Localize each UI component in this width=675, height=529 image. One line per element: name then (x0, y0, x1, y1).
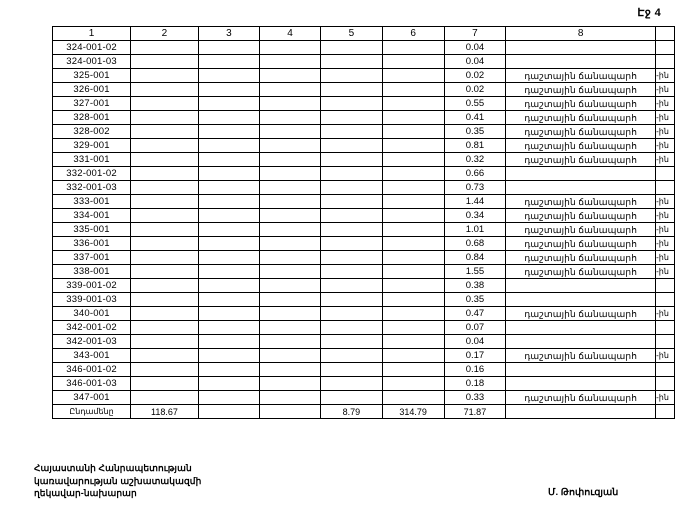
cell-col4 (259, 181, 320, 195)
cell-col2 (131, 265, 199, 279)
cell-col3 (198, 251, 259, 265)
cell-col6 (382, 55, 444, 69)
cell-code: 334-001 (53, 209, 131, 223)
cell-col5 (321, 223, 383, 237)
cell-col7: 1.01 (444, 223, 506, 237)
column-header-3: 3 (198, 27, 259, 41)
cell-suffix: -ին (656, 125, 675, 139)
cell-col2 (131, 209, 199, 223)
cell-col5 (321, 237, 383, 251)
cell-col3 (198, 125, 259, 139)
table-row (53, 55, 675, 69)
column-header-1: 1 (53, 27, 131, 41)
cell-col5 (321, 139, 383, 153)
cell-col5 (321, 279, 383, 293)
cell-suffix: -ին (656, 223, 675, 237)
cell-col4 (259, 265, 320, 279)
cell-col7: 0.07 (444, 321, 506, 335)
cell-col6 (382, 69, 444, 83)
cell-col7: 0.81 (444, 139, 506, 153)
cell-col2 (131, 321, 199, 335)
cell-description (506, 167, 656, 181)
cell-col7: 0.66 (444, 167, 506, 181)
cell-col3 (198, 41, 259, 55)
cell-col5 (321, 69, 383, 83)
cell-description (506, 55, 656, 69)
cell-col6 (382, 321, 444, 335)
cell-col3 (198, 153, 259, 167)
cell-suffix: -ին (656, 69, 675, 83)
cell-col6 (382, 111, 444, 125)
cell-col4 (259, 307, 320, 321)
table-row (53, 237, 675, 251)
cell-col4 (259, 335, 320, 349)
cell-col6 (382, 167, 444, 181)
cell-col7: 0.84 (444, 251, 506, 265)
cell-col4 (259, 167, 320, 181)
total-col5: 8.79 (321, 405, 383, 419)
cell-code: 326-001 (53, 83, 131, 97)
total-col2: 118.67 (131, 405, 199, 419)
cell-description: դաշտային ճանապարհ (506, 391, 656, 405)
cell-description: դաշտային ճանապարհ (506, 209, 656, 223)
cell-suffix (656, 321, 675, 335)
cell-description (506, 363, 656, 377)
cell-col7: 0.68 (444, 237, 506, 251)
column-header-8: 8 (506, 27, 656, 41)
cell-description (506, 181, 656, 195)
cell-description: դաշտային ճանապարհ (506, 83, 656, 97)
cell-col2 (131, 125, 199, 139)
table-row (53, 139, 675, 153)
cell-col2 (131, 139, 199, 153)
cell-col3 (198, 139, 259, 153)
cell-col2 (131, 83, 199, 97)
cell-col5 (321, 209, 383, 223)
cell-col6 (382, 125, 444, 139)
cell-col3 (198, 279, 259, 293)
cell-suffix: -ին (656, 209, 675, 223)
cell-col7: 1.44 (444, 195, 506, 209)
cell-code: 339-001-03 (53, 293, 131, 307)
cell-suffix: -ին (656, 153, 675, 167)
column-header-7: 7 (444, 27, 506, 41)
total-col3 (198, 405, 259, 419)
cell-col6 (382, 83, 444, 97)
cell-col4 (259, 223, 320, 237)
cell-col3 (198, 349, 259, 363)
cell-suffix (656, 377, 675, 391)
cell-col5 (321, 41, 383, 55)
cell-description (506, 335, 656, 349)
cell-code: 335-001 (53, 223, 131, 237)
cell-col5 (321, 363, 383, 377)
cell-col3 (198, 293, 259, 307)
cell-col3 (198, 363, 259, 377)
cell-suffix (656, 55, 675, 69)
cell-col2 (131, 335, 199, 349)
cell-suffix: -ին (656, 97, 675, 111)
cell-col3 (198, 97, 259, 111)
cell-col2 (131, 41, 199, 55)
cell-col5 (321, 349, 383, 363)
cell-code: 346-001-03 (53, 377, 131, 391)
cell-col6 (382, 391, 444, 405)
table-row (53, 335, 675, 349)
cell-suffix: -ին (656, 307, 675, 321)
cell-col6 (382, 237, 444, 251)
cell-col2 (131, 97, 199, 111)
column-header-suffix (656, 27, 675, 41)
cell-col4 (259, 111, 320, 125)
cell-col7: 0.34 (444, 209, 506, 223)
cell-col3 (198, 83, 259, 97)
cell-col7: 0.02 (444, 69, 506, 83)
table-row (53, 111, 675, 125)
signature-line-3: ղեկավար-նախարար (34, 488, 137, 498)
cell-col3 (198, 223, 259, 237)
signature-line-1: Հայաստանի Հանրապետության (34, 463, 192, 473)
cell-suffix: -ին (656, 195, 675, 209)
cell-col4 (259, 97, 320, 111)
table-row (53, 349, 675, 363)
cell-description: դաշտային ճանապարհ (506, 237, 656, 251)
cell-col2 (131, 251, 199, 265)
total-col8 (506, 405, 656, 419)
cell-col3 (198, 209, 259, 223)
cell-col3 (198, 307, 259, 321)
cell-col2 (131, 195, 199, 209)
cell-col5 (321, 195, 383, 209)
cell-col7: 0.04 (444, 41, 506, 55)
cell-col6 (382, 139, 444, 153)
signature-line-2: կառավարության աշխատակազմի (34, 475, 202, 486)
page-number: Էջ 4 (637, 7, 661, 19)
cell-col4 (259, 321, 320, 335)
cell-suffix: -ին (656, 139, 675, 153)
cell-col4 (259, 293, 320, 307)
column-header-4: 4 (259, 27, 320, 41)
cell-col2 (131, 349, 199, 363)
cell-col6 (382, 209, 444, 223)
cell-col3 (198, 195, 259, 209)
cell-col4 (259, 349, 320, 363)
cell-code: 336-001 (53, 237, 131, 251)
cell-col5 (321, 97, 383, 111)
cell-code: 331-001 (53, 153, 131, 167)
cell-col2 (131, 377, 199, 391)
cell-col5 (321, 111, 383, 125)
cell-col3 (198, 321, 259, 335)
cell-col4 (259, 83, 320, 97)
cell-col2 (131, 293, 199, 307)
cell-col6 (382, 153, 444, 167)
cell-col2 (131, 363, 199, 377)
cell-col2 (131, 153, 199, 167)
signature-block (34, 462, 201, 500)
cell-code: 332-001-03 (53, 181, 131, 195)
cell-code: 327-001 (53, 97, 131, 111)
cell-description: դաշտային ճանապարհ (506, 349, 656, 363)
cell-col3 (198, 391, 259, 405)
cell-col2 (131, 237, 199, 251)
cell-col5 (321, 321, 383, 335)
cell-code: 338-001 (53, 265, 131, 279)
cell-description (506, 377, 656, 391)
cell-suffix: -ին (656, 265, 675, 279)
cell-code: 329-001 (53, 139, 131, 153)
table-row (53, 125, 675, 139)
cell-code: 342-001-02 (53, 321, 131, 335)
cell-suffix: -ին (656, 251, 675, 265)
table-row (53, 321, 675, 335)
cell-col3 (198, 335, 259, 349)
column-header-5: 5 (321, 27, 383, 41)
cell-code: 325-001 (53, 69, 131, 83)
cell-col5 (321, 251, 383, 265)
table-row (53, 363, 675, 377)
table-row (53, 391, 675, 405)
cell-col5 (321, 83, 383, 97)
cell-col6 (382, 181, 444, 195)
cell-col3 (198, 111, 259, 125)
cell-col6 (382, 307, 444, 321)
cell-description: դաշտային ճանապարհ (506, 223, 656, 237)
cell-col6 (382, 97, 444, 111)
cell-description: դաշտային ճանապարհ (506, 265, 656, 279)
cell-code: 328-001 (53, 111, 131, 125)
cell-description: դաշտային ճանապարհ (506, 139, 656, 153)
cell-description: դաշտային ճանապարհ (506, 195, 656, 209)
cell-col6 (382, 265, 444, 279)
cell-col2 (131, 181, 199, 195)
cell-col6 (382, 349, 444, 363)
cell-code: 340-001 (53, 307, 131, 321)
column-header-6: 6 (382, 27, 444, 41)
cell-col3 (198, 69, 259, 83)
cell-suffix: -ին (656, 237, 675, 251)
cell-col4 (259, 237, 320, 251)
table-row (53, 167, 675, 181)
table-row (53, 41, 675, 55)
total-col6: 314.79 (382, 405, 444, 419)
cell-code: 343-001 (53, 349, 131, 363)
table-row (53, 377, 675, 391)
cell-col6 (382, 293, 444, 307)
cell-code: 332-001-02 (53, 167, 131, 181)
cell-col2 (131, 69, 199, 83)
cell-col4 (259, 125, 320, 139)
cell-col6 (382, 41, 444, 55)
cell-col7: 0.17 (444, 349, 506, 363)
cell-col7: 0.02 (444, 83, 506, 97)
table-row (53, 97, 675, 111)
cell-suffix: -ին (656, 111, 675, 125)
cell-code: 347-001 (53, 391, 131, 405)
cell-col7: 0.41 (444, 111, 506, 125)
table-row (53, 181, 675, 195)
cell-code: 342-001-03 (53, 335, 131, 349)
cell-description: դաշտային ճանապարհ (506, 251, 656, 265)
cell-description: դաշտային ճանապարհ (506, 97, 656, 111)
column-header-2: 2 (131, 27, 199, 41)
cell-col7: 0.73 (444, 181, 506, 195)
table-row (53, 195, 675, 209)
cell-code: 339-001-02 (53, 279, 131, 293)
cell-col3 (198, 55, 259, 69)
cell-col4 (259, 195, 320, 209)
table-body (53, 27, 675, 419)
cell-col2 (131, 167, 199, 181)
cell-col2 (131, 111, 199, 125)
cell-col3 (198, 237, 259, 251)
cell-col5 (321, 181, 383, 195)
cell-col2 (131, 279, 199, 293)
cell-code: 337-001 (53, 251, 131, 265)
cell-suffix: -ին (656, 349, 675, 363)
total-suffix (656, 405, 675, 419)
cell-col4 (259, 139, 320, 153)
cell-description: դաշտային ճանապարհ (506, 125, 656, 139)
cell-col5 (321, 153, 383, 167)
cell-col5 (321, 167, 383, 181)
table-row (53, 293, 675, 307)
cell-description: դաշտային ճանապարհ (506, 69, 656, 83)
cell-code: 324-001-02 (53, 41, 131, 55)
cell-col6 (382, 223, 444, 237)
total-col7: 71.87 (444, 405, 506, 419)
cell-suffix: -ին (656, 391, 675, 405)
table-total-row (53, 405, 675, 419)
cell-col7: 0.55 (444, 97, 506, 111)
cell-col5 (321, 377, 383, 391)
cell-col7: 0.04 (444, 55, 506, 69)
total-col4 (259, 405, 320, 419)
cell-suffix (656, 279, 675, 293)
cell-code: 346-001-02 (53, 363, 131, 377)
cell-col7: 0.35 (444, 125, 506, 139)
cell-col4 (259, 69, 320, 83)
cell-col7: 0.33 (444, 391, 506, 405)
table-row (53, 307, 675, 321)
cell-col6 (382, 363, 444, 377)
cell-col6 (382, 251, 444, 265)
cell-description: դաշտային ճանապարհ (506, 307, 656, 321)
cell-description: դաշտային ճանապարհ (506, 153, 656, 167)
cell-col3 (198, 167, 259, 181)
cell-col5 (321, 55, 383, 69)
cell-suffix (656, 167, 675, 181)
cell-col4 (259, 377, 320, 391)
table-row (53, 209, 675, 223)
cell-col4 (259, 279, 320, 293)
cell-col5 (321, 391, 383, 405)
cell-code: 324-001-03 (53, 55, 131, 69)
table-row (53, 223, 675, 237)
cell-col4 (259, 363, 320, 377)
cell-col7: 0.16 (444, 363, 506, 377)
cell-col4 (259, 391, 320, 405)
cell-description: դաշտային ճանապարհ (506, 111, 656, 125)
cell-description (506, 293, 656, 307)
cell-col2 (131, 223, 199, 237)
cell-suffix (656, 335, 675, 349)
cell-suffix (656, 181, 675, 195)
cell-col4 (259, 209, 320, 223)
table-row (53, 251, 675, 265)
cell-col7: 0.32 (444, 153, 506, 167)
cell-col5 (321, 335, 383, 349)
cell-col7: 0.18 (444, 377, 506, 391)
cell-col4 (259, 251, 320, 265)
total-label: Ընդամենը (53, 405, 131, 419)
land-plots-table (52, 26, 675, 419)
cell-col6 (382, 279, 444, 293)
cell-suffix: -ին (656, 83, 675, 97)
cell-col2 (131, 391, 199, 405)
cell-col5 (321, 125, 383, 139)
cell-col4 (259, 153, 320, 167)
cell-suffix (656, 293, 675, 307)
table-row (53, 279, 675, 293)
cell-col5 (321, 265, 383, 279)
table-row (53, 69, 675, 83)
table-row (53, 265, 675, 279)
cell-suffix (656, 41, 675, 55)
cell-col7: 0.35 (444, 293, 506, 307)
signatory-name: Մ. Թոփուզյան (548, 487, 619, 498)
cell-col4 (259, 41, 320, 55)
cell-code: 333-001 (53, 195, 131, 209)
table-header-row (53, 27, 675, 41)
cell-col7: 0.47 (444, 307, 506, 321)
cell-col6 (382, 377, 444, 391)
cell-col6 (382, 195, 444, 209)
cell-col4 (259, 55, 320, 69)
cell-col7: 0.04 (444, 335, 506, 349)
cell-description (506, 279, 656, 293)
cell-description (506, 41, 656, 55)
cell-description (506, 321, 656, 335)
table-row (53, 153, 675, 167)
cell-code: 328-002 (53, 125, 131, 139)
cell-col6 (382, 335, 444, 349)
table-row (53, 83, 675, 97)
cell-col5 (321, 307, 383, 321)
cell-col3 (198, 181, 259, 195)
cell-col3 (198, 265, 259, 279)
cell-col2 (131, 55, 199, 69)
cell-col3 (198, 377, 259, 391)
cell-suffix (656, 363, 675, 377)
cell-col7: 0.38 (444, 279, 506, 293)
cell-col7: 1.55 (444, 265, 506, 279)
cell-col5 (321, 293, 383, 307)
cell-col2 (131, 307, 199, 321)
